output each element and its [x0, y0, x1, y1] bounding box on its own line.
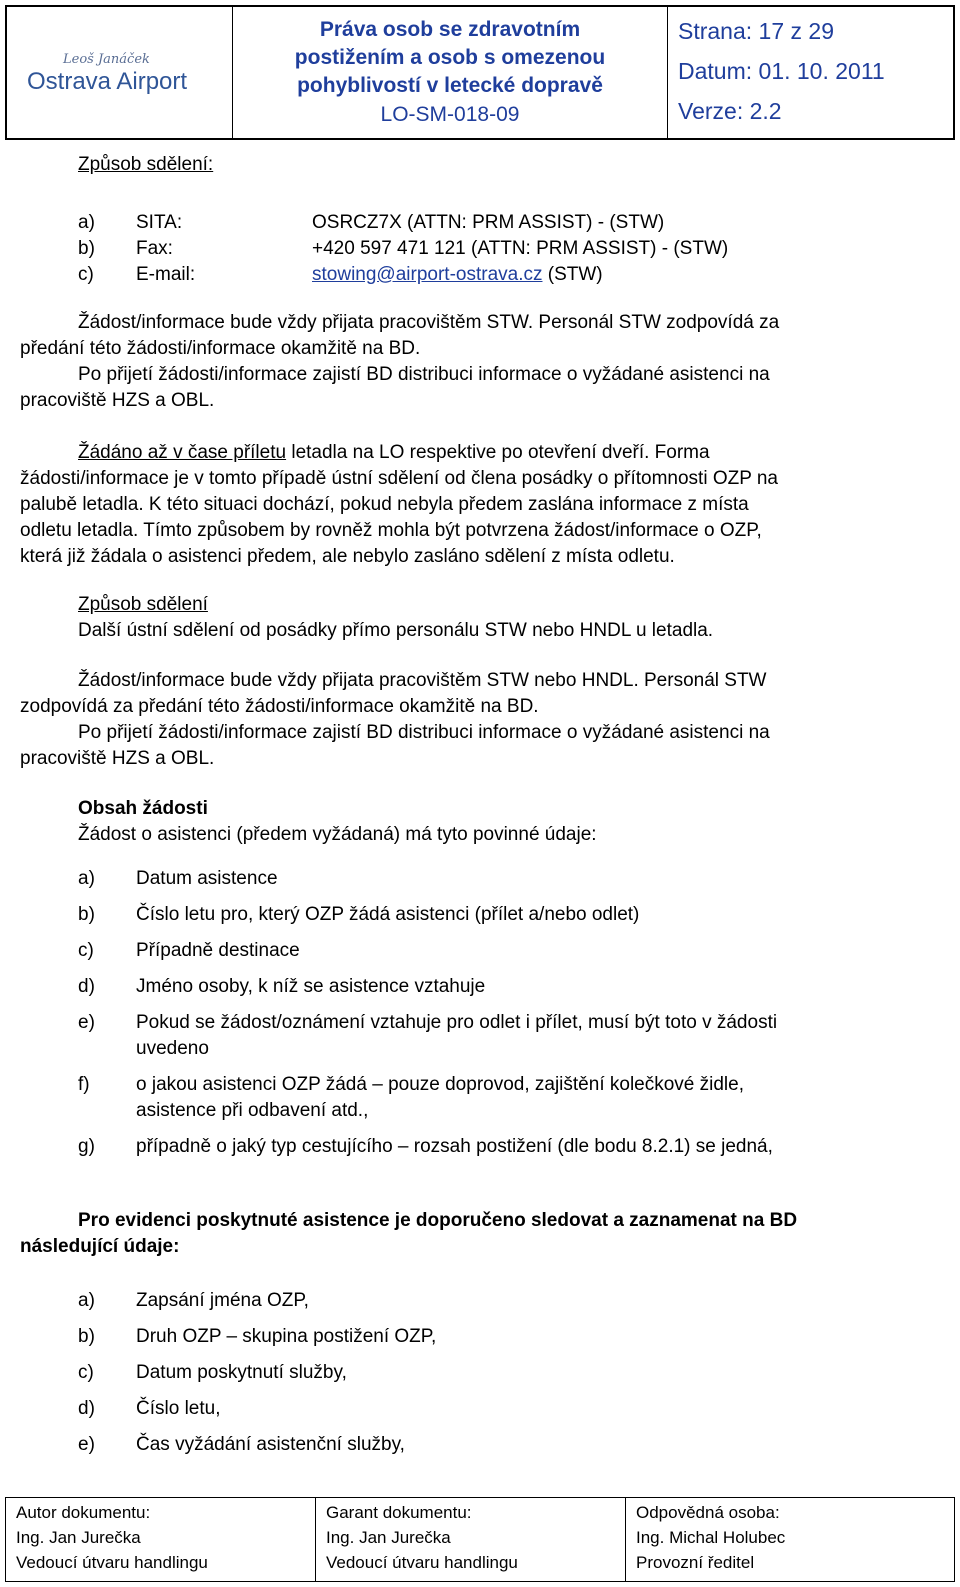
list-item: d) Jméno osoby, k níž se asistence vztahuje	[78, 976, 486, 997]
request-items	[20, 866, 940, 1160]
list-item: c) Datum poskytnutí služby,	[78, 1362, 347, 1383]
document-body	[20, 152, 940, 1458]
title-cell	[233, 7, 668, 138]
section-request-content: Obsah žádosti Žádost o asistenci (předem vyžádaná) má tyto povinné údaje:	[20, 796, 940, 848]
contact-list	[20, 210, 940, 288]
list-item: a) Datum asistence	[78, 868, 278, 889]
list-item: d) Číslo letu,	[78, 1398, 221, 1419]
doc-version: Verze: 2.2	[678, 98, 782, 124]
footer-guarantor: Garant dokumentu: Ing. Jan Jurečka Vedoucí útvaru handlingu	[316, 1498, 626, 1581]
list-item: f) o jakou asistenci OZP žádá – pouze doprovod, zajištění kolečkové židle, asistence při odbavení atd.,	[78, 1074, 744, 1121]
doc-code: LO-SM-018-09	[380, 102, 520, 126]
list-item: e) Pokud se žádost/oznámení vztahuje pro odlet i přílet, musí být toto v žádosti uvedeno	[78, 1012, 778, 1059]
list-item: b) Druh OZP – skupina postižení OZP,	[78, 1326, 437, 1347]
doc-title-line-1: Práva osob se zdravotním	[319, 17, 581, 41]
section-record-keeping: Pro evidenci poskytnuté asistence je doporučeno sledovat a zaznamenat na BD následující údaje:	[20, 1208, 940, 1260]
page-number: Strana: 17 z 29	[678, 18, 834, 44]
logo-text-1: Leoš Janáček	[62, 51, 150, 67]
paragraph: Žádost/informace bude vždy přijata pracovištěm STW nebo HNDL. Personál STW zodpovídá za předání této žádosti/informace okamžitě na BD. Po přijetí žádosti/informace zajistí BD distribuci informace o vyžádané asistenci na pracoviště HZS a OBL.	[20, 670, 770, 769]
document-header	[5, 5, 955, 140]
doc-title-line-2: postižením a osob s omezenou	[294, 45, 606, 69]
section-heading-communication: Způsob sdělení:	[78, 154, 214, 175]
list-item: b) Číslo letu pro, který OZP žádá asistenci (přílet a/nebo odlet)	[78, 904, 640, 925]
contact-fax: b) Fax: +420 597 471 121 (ATTN: PRM ASSIST) - (STW)	[78, 238, 729, 259]
section-heading-communication-2: Způsob sdělení	[78, 594, 208, 615]
section-heading-records: Pro evidenci poskytnuté asistence je doporučeno sledovat a zaznamenat na BD	[78, 1210, 798, 1231]
list-item: g) případně o jaký typ cestujícího – rozsah postižení (dle bodu 8.2.1) se jedná,	[78, 1136, 773, 1157]
list-item: c) Případně destinace	[78, 940, 300, 961]
paragraph: Žádost/informace bude vždy přijata pracovištěm STW. Personál STW zodpovídá za předání této žádosti/informace okamžitě na BD. Po přijetí žádosti/informace zajistí BD distribuci informace o vyžádané asistenci na pracoviště HZS a OBL.	[20, 312, 780, 411]
list-item: a) Zapsání jména OZP,	[78, 1290, 309, 1311]
contact-email: c) E-mail: stowing@airport-ostrava.cz (STW)	[78, 264, 603, 285]
paragraph-on-arrival: Žádáno až v čase příletu letadla na LO respektive po otevření dveří. Forma žádosti/informace je v tomto případě ústní sdělení od člena posádky o přítomnosti OZP na palubě letadla. K této situaci dochází, pokud nebyla předem zaslána informace z místa odletu letadla. Tímto způsobem by rovněž mohla být potvrzena žádost/informace o OZP, která již žádala o asistenci předem, ale nebylo zasláno sdělení z místa odletu.	[20, 442, 778, 567]
section-heading-content: Obsah žádosti	[78, 798, 208, 819]
contact-sita: a) SITA: OSRCZ7X (ATTN: PRM ASSIST) - (STW)	[78, 212, 665, 233]
doc-title-line-3: pohyblivostí v letecké dopravě	[297, 73, 603, 97]
paragraph: Způsob sdělení Další ústní sdělení od posádky přímo personálu STW nebo HNDL u letadla.	[20, 592, 940, 644]
document-footer	[5, 1497, 955, 1582]
logo-cell	[7, 7, 233, 138]
footer-responsible: Odpovědná osoba: Ing. Michal Holubec Provozní ředitel	[636, 1503, 786, 1572]
logo-text-2: Ostrava Airport	[26, 67, 187, 95]
email-link[interactable]: stowing@airport-ostrava.cz	[312, 264, 543, 285]
meta-cell	[668, 7, 953, 138]
list-item: e) Čas vyžádání asistenční služby,	[78, 1434, 405, 1455]
footer-author: Autor dokumentu: Ing. Jan Jurečka Vedoucí útvaru handlingu	[6, 1498, 316, 1581]
airport-logo	[25, 43, 215, 103]
record-items	[20, 1288, 940, 1458]
doc-date: Datum: 01. 10. 2011	[678, 58, 885, 84]
